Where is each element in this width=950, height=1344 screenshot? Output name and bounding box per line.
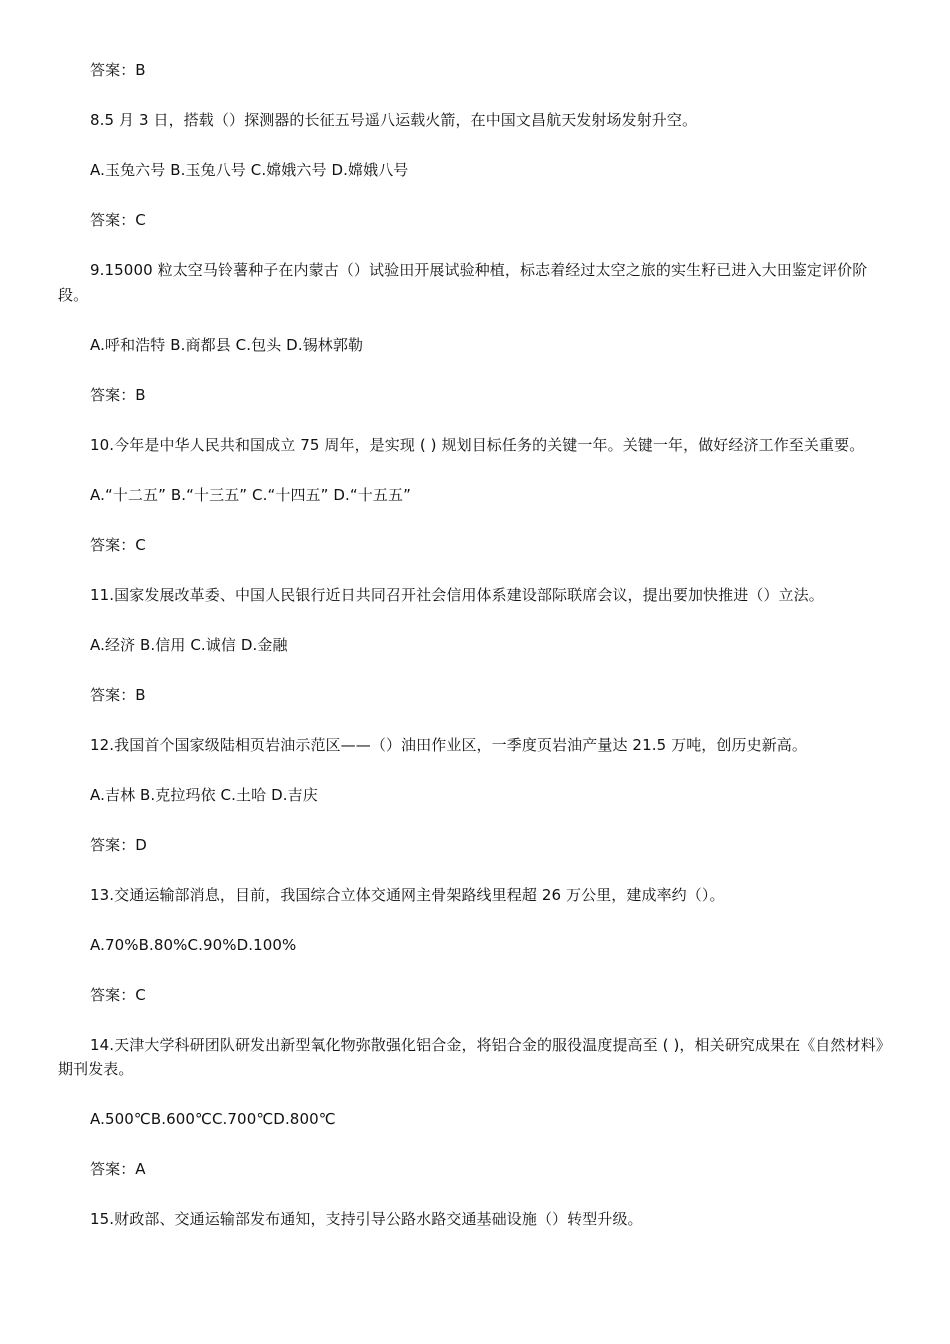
answer-10: 答案：C bbox=[90, 535, 146, 554]
options-14: A.500℃B.600℃C.700℃D.800℃ bbox=[90, 1110, 336, 1128]
document-body bbox=[58, 58, 894, 1257]
question-11: 11.国家发展改革委、中国人民银行近日共同召开社会信用体系建设部际联席会议，提出要加快推进（）立法。 bbox=[90, 585, 824, 604]
answer-8: 答案：C bbox=[90, 211, 146, 229]
answer-13: 答案：C bbox=[90, 985, 146, 1004]
options-12: A.吉林 B.克拉玛依 C.土哈 D.吉庆 bbox=[90, 785, 318, 804]
question-12: 12.我国首个国家级陆相页岩油示范区——（）油田作业区，一季度页岩油产量达 21.5 万吨，创历史新高。 bbox=[90, 735, 807, 754]
question-10: 10.今年是中华人民共和国成立 75 周年，是实现 ( ) 规划目标任务的关键一年。关键一年，做好经济工作至关重要。 bbox=[90, 435, 865, 454]
answer-11: 答案：B bbox=[90, 685, 146, 704]
question-13: 13.交通运输部消息，目前，我国综合立体交通网主骨架路线里程超 26 万公里，建成率约（）。 bbox=[90, 885, 725, 904]
answer-12: 答案：D bbox=[90, 835, 147, 854]
answer-14: 答案：A bbox=[90, 1160, 146, 1178]
options-13: A.70%B.80%C.90%D.100% bbox=[90, 935, 297, 954]
question-14: 14.天津大学科研团队研发出新型氧化物弥散强化铝合金，将铝合金的服役温度提高至 ( )，相关研究成果在《自然材料》期刊发表。 bbox=[58, 1035, 891, 1078]
options-8: A.玉兔六号 B.玉兔八号 C.嫦娥六号 D.嫦娥八号 bbox=[90, 161, 409, 179]
answer-line: 答案：B bbox=[90, 61, 146, 79]
options-11: A.经济 B.信用 C.诚信 D.金融 bbox=[90, 635, 288, 654]
options-10: A.“十二五” B.“十三五” C.“十四五” D.“十五五” bbox=[90, 485, 411, 504]
options-9: A.呼和浩特 B.商都县 C.包头 D.锡林郭勒 bbox=[90, 335, 364, 354]
answer-9: 答案：B bbox=[90, 385, 146, 404]
question-9: 9.15000 粒太空马铃薯种子在内蒙古（）试验田开展试验种植，标志着经过太空之旅的实生籽已进入大田鉴定评价阶段。 bbox=[58, 261, 868, 304]
question-15: 15.财政部、交通运输部发布通知，支持引导公路水路交通基础设施（）转型升级。 bbox=[90, 1210, 643, 1228]
question-8: 8.5 月 3 日，搭载（）探测器的长征五号遥八运载火箭，在中国文昌航天发射场发射升空。 bbox=[90, 111, 698, 129]
